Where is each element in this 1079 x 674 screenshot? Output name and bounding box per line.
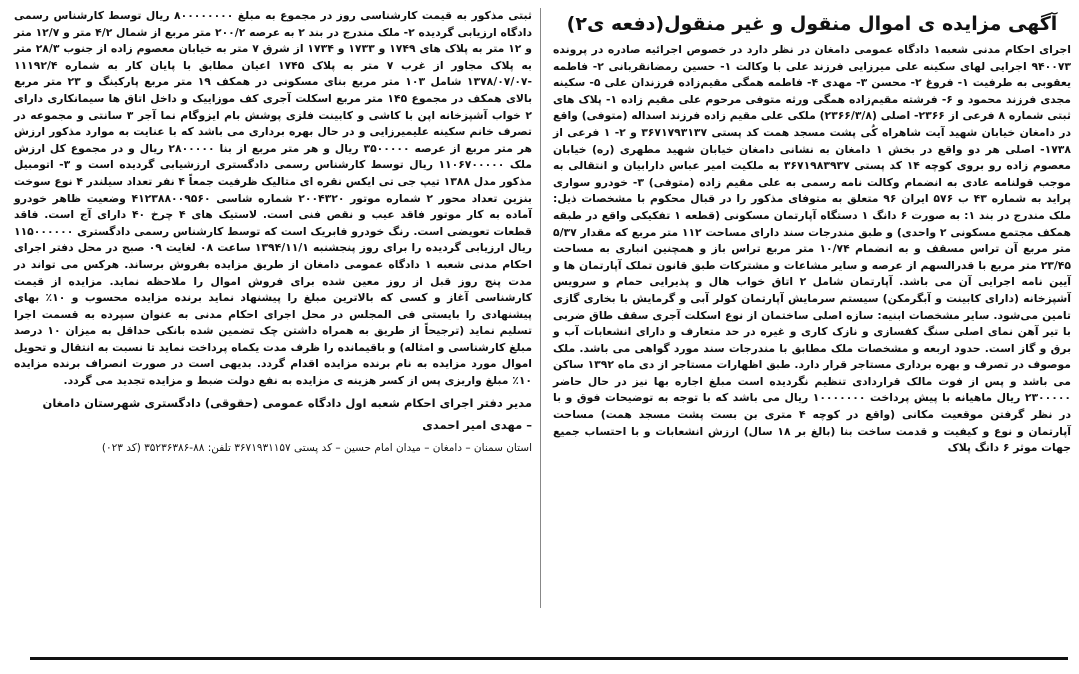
bottom-rule — [30, 657, 1068, 660]
office-address: استان سمنان – دامغان – میدان امام حسین – کد پستی ۳۶۷۱۹۳۱۱۵۷ تلفن: ۸۸-۳۵۲۳۶۳۸۶ (کد ۰۲۳) — [101, 441, 532, 454]
left-column — [14, 8, 532, 457]
notice-title: آگهی مزایده ی اموال منقول و غیر منقول(دفعه ی۲) — [566, 13, 1058, 35]
signature-name: – مهدی امیر احمدی — [422, 417, 532, 432]
left-column-text: ثبتی مذکور به قیمت کارشناسی روز در مجموع به مبلغ ۸۰۰۰۰۰۰۰۰ ریال توسط کارشناس رسمی دادگاه ارزیابی گردیده ۲- ملک مندرج در بند ۲ به عرصه ۲۰۰/۲ متر مربع از شمال ۴/۲ متر و ۱۲/۷ متر و ۱۲ متر به پلاک های ۱۷۴۹ و ۱۷۳۳ و ۱۷۳۴ از شرق ۷ متر به خیابان معصوم زاده از جنوب ۲۸/۳ متر به پلاک مجاور از غرب ۷ متر به پلاک ۱۷۴۵ اعیان مطابق با پایان کار به شماره ۱۱۱۹۲/۴ -۱۳۷۸/۰۷/۰۷ شامل ۱۰۳ متر مربع بنای مسکونی در همکف ۱۹ متر مربع پارکینگ و ۲۳ متر مربع بالای همکف در مجموع ۱۴۵ متر مربع اسکلت آجری کف موزاییک و داخل اتاق ها سیمانکاری دارای ۲ خواب آشپزخانه اپن با کاشی و کابینت فلزی پوشش بام ایزوگام نما آجر ۳ سانتی و مجموعه در تصرف خانم سکینه علیمیرزایی و در حال بهره برداری می باشد که با عنایت به موارد مذکور ارزش هر متر مربع از عرصه ۳۵۰۰۰۰۰ ریال و هر متر مربع از بنا ۲۸۰۰۰۰۰ ریال و در مجموع کل ارزش ملک ۱۱۰۶۷۰۰۰۰۰ ریال توسط کارشناس رسمی دادگستری ارزشیابی گردیده است و ۳- اتومبیل مذکور مدل ۱۳۸۸ تیپ جی تی ایکس نقره ای متالیک ظرفیت جمعاً ۴ نفر تعداد سیلندر ۴ نوع سوخت بنزین تعداد محور ۲ شماره موتور ۲۰۰۴۳۲۰ شماره شاسی ۴۱۲۳۸۸۰۰۹۵۶۰ وضعیت ظاهر خودرو آماده به کار موتور فاقد عیب و نقص فنی است. لاستیک های ۴ چرخ ۴۰ دارای آج است. فاقد قطعات تعویضی است. رنگ خودرو فابریک است که توسط کارشناس رسمی دادگستری ۱۱۵۰۰۰۰۰۰ ریال ارزیابی گردیده را برای روز پنجشنبه ۱۳۹۴/۱۱/۱ ساعت ۰۸ لغایت ۰۹ صبح در محل دفتر اجرای احکام مدنی شعبه ۱ دادگاه عمومی دامغان از طریق مزایده بفروش برساند. هرکس می تواند در مدت پنج روز قبل از روز معین شده برای فروش اموال را ملاحظه نماید. مزایده از قیمت کارشناسی آغاز و کسی که بالاترین مبلغ را پیشنهاد نماید برنده مزایده محسوب و ۱۰٪ بهای پیشنهادی را بایستی فی المجلس در محل اجرای احکام مدنی به عنوان سپرده به قسمت اجرا تسلیم نماید (ترجیحاً از طریق به همراه داشتن چک تضمین شده بانکی حداقل به میزان ۱۰ درصد مبلغ کارشناسی و امثاله) و باقیمانده را ظرف مدت یکماه پرداخت نماید تا نسبت به انتقال و تحویل اموال مورد مزایده به نام برنده مزایده اقدام گردد. بدیهی است در صورت انصراف برنده مزایده ۱۰٪ مبلغ واریزی پس از کسر هزینه ی مزایده به نفع دولت ضبط و مزایده تجدید می گردد. — [14, 9, 533, 388]
right-column-text: اجرای احکام مدنی شعبه۱ دادگاه عمومی دامغان در نظر دارد در خصوص اجرائیه صادره در پرونده ۹۴۰۰۷۳ اجرایی لهای سکینه علی میرزایی فرزند علی با وکالت ۱- حسین رمضانقربانی ۲- فاطمه یعقوبی به طرفیت ۱- فروغ ۲- محسن ۳- مهدی ۴- فاطمه همگی مقیم‌زاده فرزندان علی ۵- سکینه مجدی فرزند محمود و ۶- فرشته مقیم‌زاده همگی ورثه متوفی مرحوم علی مقیم زاده ۱- پلاک های ثبتی شماره ۸ فرعی از ۲۳۶۶- اصلی (۲۳۶۶/۳/۸) ملکی علی مقیم زاده فرزند اسداله (متوفی) واقع در دامغان خیابان شهید آیت شاهراه کُی پشت مسجد همت کد پستی ۳۶۷۱۷۹۳۱۳۷ و ۲- ۱ فرعی از ۱۷۳۸- اصلی هر دو واقع در بخش ۱ دامغان به نشانی دامغان خیابان شهید مطهری (ره) خیابان معصوم زاده رو بروی کوچه ۱۴ کد پستی ۳۶۷۱۹۸۳۹۳۷ به ملکیت امیر عباس دارابیان و انتقالی به موجب قولنامه عادی به انضمام وکالت نامه رسمی به علی مقیم زاده (متوفی) ۳- خودرو سواری پراید به شماره ۴۳ ب ۵۷۶ ایران ۹۶ متعلق به متوفای مذکور را در قبال محکوم با مشخصات ذیل: ملک مندرج در بند ۱: به صورت ۶ دانگ ۱ دستگاه آپارتمان مسکونی (قطعه ۱ تفکیکی واقع در طبقه همکف مجتمع مسکونی ۲ واحدی) و طبق مندرجات سند دارای مساحت ۱۱۲ متر مربع که مقدار ۵/۳۷ متر مربع آن تراس مسقف و به انضمام ۱۰/۷۴ متر مربع تراس باز و همچنین انباری به مساحت ۲۳/۴۵ متر مربع با قدرالسهم از عرصه و سایر مشاعات و مشترکات طبق قانون تملک آپارتمان ها و آیین نامه اجرایی آن می باشد. آپارتمان شامل ۲ اتاق خواب هال و پذیرایی حمام و سرویس آشپزخانه (دارای کابینت و آبگرمکن) سیستم سرمایش آپارتمان کولر آبی و گرمایش با بخاری گازی تامین می‌شود. سایر مشخصات ابنیه: سازه اصلی ساختمان از نوع اسکلت آجری سقف طاق ضربی با تیر آهن نمای اصلی سنگ کفسازی و نازک کاری و غیره در حد متعارف و دارای انشعابات آب و برق و گاز است. حدود اربعه و مشخصات ملک مطابق با مندرجات سند مورد گواهی می باشد. ملک موصوف در تصرف و بهره برداری مستاجر قرار دارد. طبق اظهارات مستاجر از دی ماه ۱۳۹۲ ساکن می باشد و پس از فوت مالک قراردادی تنظیم نگردیده است مبلغ اجاره بها نیز در حال حاضر ۲۳۰۰۰۰۰ ریال ماهیانه با پیش پرداخت ۱۰۰۰۰۰۰۰ ریال می باشد که با توجه به توضیحات فوق و با در نظر گرفتن موقعیت مکانی (واقع در کوچه ۴ متری بن بست پشت مسجد همت) مساحت آپارتمان و نوع و کیفیت و قدمت ساخت بنا (بالغ بر ۱۸ سال) ارزش انشعابات و با احتساب جمیع جهات موثر ۶ دانگ پلاک — [553, 43, 1072, 455]
signature-title: مدیر دفتر اجرای احکام شعبه اول دادگاه عمومی (حقوقی) دادگستری شهرستان دامغان — [42, 395, 532, 410]
right-column — [553, 8, 1071, 457]
column-divider — [540, 8, 541, 608]
